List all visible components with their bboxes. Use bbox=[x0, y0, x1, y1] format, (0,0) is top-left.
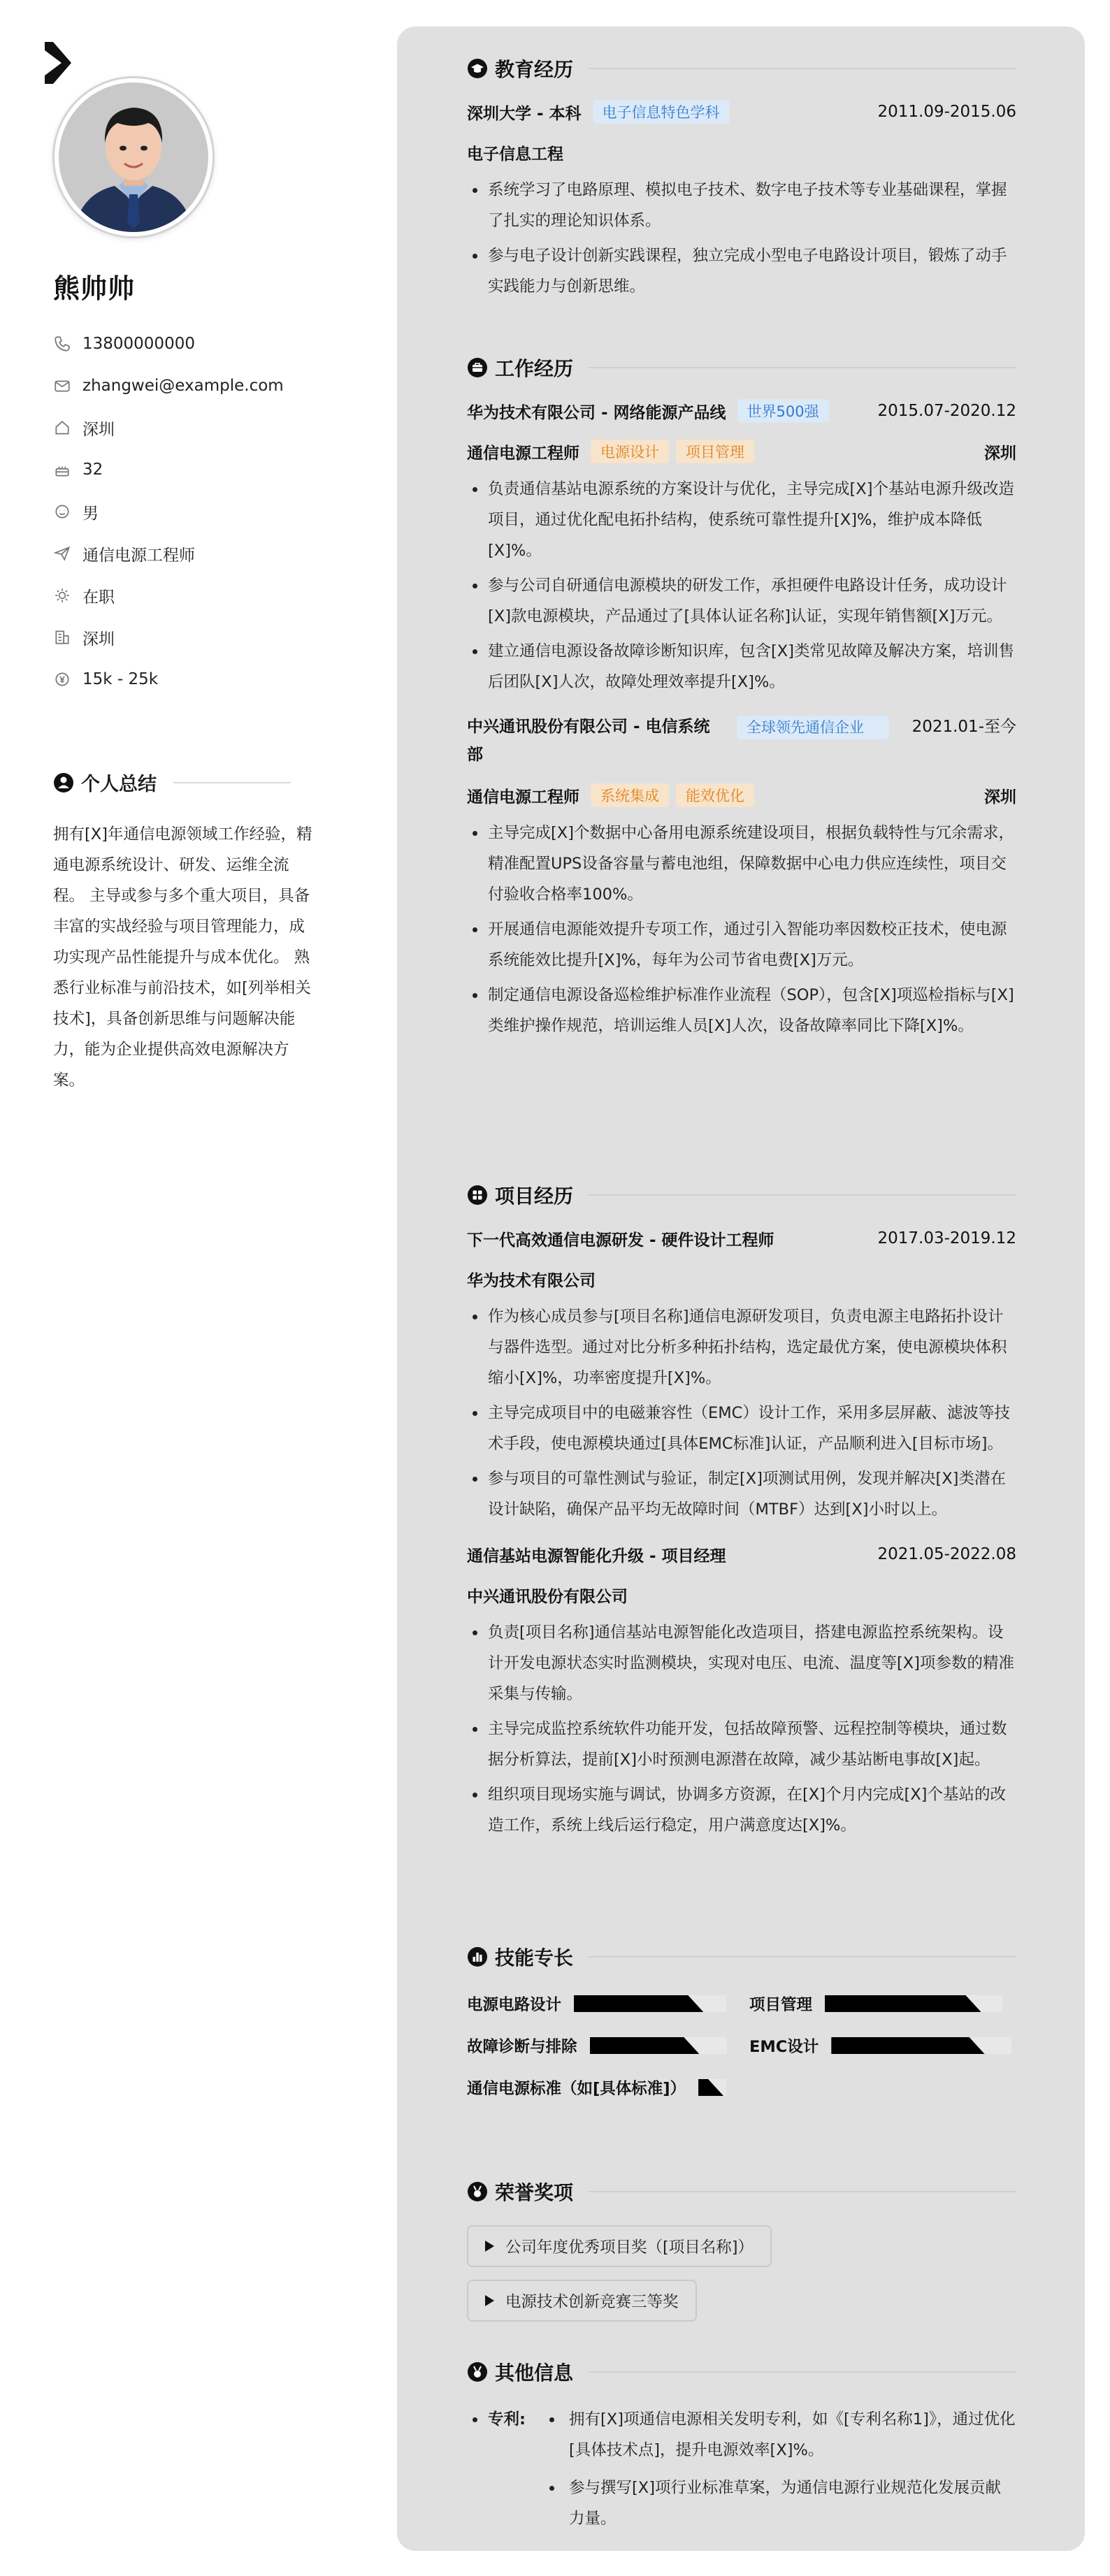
education-heading bbox=[467, 55, 1016, 82]
education-section bbox=[467, 55, 1016, 306]
user-circle-icon bbox=[53, 772, 74, 793]
profile-name: 熊帅帅 bbox=[53, 273, 136, 304]
school-name: 深圳大学 - 本科 bbox=[467, 104, 582, 123]
skill-name: EMC设计 bbox=[749, 2038, 819, 2056]
list-item: 参与撰写[X]项行业标准草案，为通信电源行业规范化发展贡献力量。 bbox=[544, 2473, 1016, 2534]
bar-chart-icon bbox=[467, 1946, 488, 1967]
work-heading bbox=[467, 354, 1016, 382]
skill-item bbox=[749, 2034, 1016, 2057]
avatar bbox=[55, 78, 212, 236]
project-bullets bbox=[467, 1617, 1016, 1841]
list-item: 参与电子设计创新实践课程，独立完成小型电子电路设计项目，锻炼了动手实践能力与创新思维。 bbox=[467, 240, 1016, 302]
contact-status bbox=[53, 574, 284, 616]
left-column bbox=[0, 0, 391, 2576]
gender-icon bbox=[53, 502, 71, 521]
medal-icon bbox=[467, 2181, 488, 2202]
summary-divider bbox=[173, 782, 291, 783]
project-name: 通信基站电源智能化升级 - 项目经理 bbox=[467, 1547, 726, 1565]
education-tag: 电子信息特色学科 bbox=[593, 100, 730, 124]
work-entry-zte bbox=[467, 713, 1016, 1041]
award-label: 电源技术创新竞赛三等奖 bbox=[505, 2293, 679, 2311]
other-title: 其他信息 bbox=[495, 2361, 574, 2385]
summary-text: 拥有[X]年通信电源领域工作经验，精通电源系统设计、研发、运维全流程。 主导或参与多个重大项目，具备丰富的实战经验与项目管理能力，成功实现产品性能提升与成本优化。 熟悉行业标准与前沿技术，如[列举相关技术]，具备创新思维与问题解决能力，能为企业提供高效电源解决方案。 bbox=[53, 825, 312, 1090]
contact-age-value: 32 bbox=[82, 461, 103, 479]
skill-bar bbox=[825, 1995, 1002, 2012]
triangle-icon bbox=[485, 2295, 494, 2306]
list-item: 系统学习了电路原理、模拟电子技术、数字电子技术等专业基础课程，掌握了扎实的理论知识体系。 bbox=[467, 175, 1016, 236]
list-item: 开展通信电源能效提升专项工作，通过引入智能功率因数校正技术，使电源系统能效比提升[X]%，每年为公司节省电费[X]万元。 bbox=[467, 914, 1016, 976]
skill-item bbox=[467, 2076, 1016, 2099]
list-item: 参与项目的可靠性测试与验证，制定[X]项测试用例，发现并解决[X]类潜在设计缺陷，确保产品平均无故障时间（MTBF）达到[X]小时以上。 bbox=[467, 1463, 1016, 1525]
company-name: 华为技术有限公司 - 网络能源产品线 bbox=[467, 403, 726, 422]
education-divider bbox=[589, 68, 1016, 69]
education-bullets bbox=[467, 175, 1016, 302]
skills-title: 技能专长 bbox=[495, 1946, 574, 1969]
contact-gender bbox=[53, 491, 284, 533]
projects-title: 项目经历 bbox=[495, 1185, 574, 1208]
contact-location-value: 深圳 bbox=[82, 630, 115, 649]
patent-key: 专利: bbox=[467, 2404, 544, 2541]
awards-divider bbox=[589, 2191, 1016, 2192]
skill-name: 项目管理 bbox=[749, 1996, 813, 2014]
project-entry bbox=[467, 1224, 1016, 1525]
list-item: 负责通信基站电源系统的方案设计与优化，主导完成[X]个基站电源升级改造项目，通过优化配电拓扑结构，使系统可靠性提升[X]%，维护成本降低[X]%。 bbox=[467, 474, 1016, 566]
skill-item bbox=[467, 2034, 749, 2057]
skill-name: 通信电源标准（如[具体标准]） bbox=[467, 2080, 686, 2098]
contact-status-value: 在职 bbox=[82, 588, 115, 607]
mail-icon bbox=[53, 377, 71, 395]
role-tag: 系统集成 bbox=[591, 783, 669, 807]
contact-email bbox=[53, 365, 284, 407]
project-company-row bbox=[467, 1265, 1016, 1293]
education-entry bbox=[467, 98, 1016, 302]
phone-icon bbox=[53, 335, 71, 353]
company-tag: 世界500强 bbox=[737, 399, 829, 423]
skill-bar bbox=[698, 2079, 726, 2096]
skill-bar bbox=[590, 2037, 727, 2054]
list-item: 主导完成监控系统软件功能开发，包括故障预警、远程控制等模块，通过数据分析算法，提前[X]小时预测电源潜在故障，减少基站断电事故[X]起。 bbox=[467, 1714, 1016, 1775]
projects-heading bbox=[467, 1181, 1016, 1209]
work-header-row bbox=[467, 713, 1016, 769]
major-label: 电子信息工程 bbox=[467, 145, 563, 164]
contact-email-value: zhangwei@example.com bbox=[82, 377, 284, 395]
contact-home bbox=[53, 407, 284, 449]
project-company-row bbox=[467, 1581, 1016, 1609]
list-item: 主导完成[X]个数据中心备用电源系统建设项目，根据负载特性与冗余需求，精准配置UPS设备容量与蓄电池组，保障数据中心电力供应连续性，项目交付验收合格率100%。 bbox=[467, 818, 1016, 910]
list-item: 拥有[X]项通信电源相关发明专利，如《[专利名称1]》，通过优化[具体技术点]，提升电源效率[X]%。 bbox=[544, 2404, 1016, 2466]
list-item: 建立通信电源设备故障诊断知识库，包含[X]类常见故障及解决方案，培训售后团队[X]人次，故障处理效率提升[X]%。 bbox=[467, 636, 1016, 697]
other-content bbox=[467, 2404, 1016, 2541]
role-name: 通信电源工程师 bbox=[467, 444, 579, 463]
work-location: 深圳 bbox=[984, 444, 1016, 463]
major-name bbox=[467, 138, 1016, 166]
contact-location bbox=[53, 616, 284, 658]
contact-salary bbox=[53, 658, 284, 700]
skills-section bbox=[467, 1943, 1016, 2099]
project-entry bbox=[467, 1540, 1016, 1841]
other-heading bbox=[467, 2358, 1016, 2386]
award-item bbox=[467, 2280, 697, 2322]
skills-grid bbox=[467, 1992, 1016, 2099]
work-location: 深圳 bbox=[984, 788, 1016, 806]
list-item: 作为核心成员参与[项目名称]通信电源研发项目，负责电源主电路拓扑设计与器件选型。通过对比分析多种拓扑结构，选定最优方案，使电源模块体积缩小[X]%，功率密度提升[X]%。 bbox=[467, 1301, 1016, 1394]
list-item: 主导完成项目中的电磁兼容性（EMC）设计工作，采用多层屏蔽、滤波等技术手段，使电源模块通过[具体EMC标准]认证，产品顺利进入[目标市场]。 bbox=[467, 1398, 1016, 1459]
work-section bbox=[467, 354, 1016, 1045]
list-item: 制定通信电源设备巡检维护标准作业流程（SOP），包含[X]项巡检指标与[X]类维护操作规范，培训运维人员[X]人次，设备故障率同比下降[X]%。 bbox=[467, 980, 1016, 1041]
role-tag: 能效优化 bbox=[676, 783, 754, 807]
home-icon bbox=[53, 419, 71, 437]
work-entry-huawei bbox=[467, 397, 1016, 697]
contact-position bbox=[53, 533, 284, 574]
summary-heading bbox=[53, 769, 291, 796]
contact-gender-value: 男 bbox=[82, 504, 99, 523]
awards-section bbox=[467, 2178, 1016, 2322]
awards-list bbox=[467, 2213, 1016, 2322]
work-bullets bbox=[467, 818, 1016, 1041]
work-divider bbox=[589, 367, 1016, 368]
award-label: 公司年度优秀项目奖（[项目名称]） bbox=[505, 2238, 754, 2257]
education-header-row bbox=[467, 98, 1016, 126]
project-date: 2021.05-2022.08 bbox=[877, 1545, 1016, 1563]
skill-item bbox=[467, 1992, 749, 2016]
role-tag: 电源设计 bbox=[591, 440, 669, 463]
awards-heading bbox=[467, 2178, 1016, 2206]
list-item: 负责[项目名称]通信基站电源智能化改造项目，搭建电源监控系统架构。设计开发电源状态实时监测模块，实现对电压、电流、温度等[X]项参数的精准采集与传输。 bbox=[467, 1617, 1016, 1709]
work-date: 2021.01-至今 bbox=[911, 718, 1016, 736]
skills-heading bbox=[467, 1943, 1016, 1971]
project-company: 中兴通讯股份有限公司 bbox=[467, 1587, 628, 1606]
projects-section bbox=[467, 1181, 1016, 1845]
contact-home-value: 深圳 bbox=[82, 420, 115, 439]
other-divider bbox=[589, 2371, 1016, 2373]
contact-list bbox=[53, 323, 284, 700]
work-header-row bbox=[467, 397, 1016, 425]
work-bullets bbox=[467, 474, 1016, 697]
status-icon bbox=[53, 586, 71, 605]
skill-name: 故障诊断与排除 bbox=[467, 2038, 577, 2056]
list-item: 参与公司自研通信电源模块的研发工作，承担硬件电路设计任务，成功设计[X]款电源模块，产品通过了[具体认证名称]认证，实现年销售额[X]万元。 bbox=[467, 570, 1016, 632]
logo-chevron-icon bbox=[43, 41, 74, 85]
project-company: 华为技术有限公司 bbox=[467, 1271, 596, 1290]
skill-bar bbox=[574, 1995, 726, 2012]
project-date: 2017.03-2019.12 bbox=[877, 1229, 1016, 1247]
award-item bbox=[467, 2225, 772, 2267]
triangle-icon bbox=[485, 2241, 494, 2252]
company-name: 中兴通讯股份有限公司 - 电信系统部 bbox=[467, 718, 710, 764]
patent-list bbox=[544, 2404, 1016, 2541]
contact-phone-value: 13800000000 bbox=[82, 335, 195, 353]
skills-divider bbox=[589, 1956, 1016, 1958]
project-header-row bbox=[467, 1224, 1016, 1252]
skill-name: 电源电路设计 bbox=[467, 1996, 562, 2014]
role-row bbox=[467, 437, 1016, 465]
building-icon bbox=[53, 628, 71, 646]
awards-title: 荣誉奖项 bbox=[495, 2181, 574, 2204]
education-date: 2011.09-2015.06 bbox=[877, 103, 1016, 121]
projects-divider bbox=[589, 1194, 1016, 1196]
info-award-icon bbox=[467, 2361, 488, 2382]
skill-bar bbox=[831, 2037, 1011, 2054]
role-row bbox=[467, 781, 1016, 809]
other-section bbox=[467, 2358, 1016, 2541]
salary-icon bbox=[53, 670, 71, 688]
work-title: 工作经历 bbox=[495, 357, 574, 380]
contact-salary-value: 15k - 25k bbox=[82, 670, 159, 688]
send-icon bbox=[53, 544, 71, 563]
contact-phone bbox=[53, 323, 284, 365]
project-name: 下一代高效通信电源研发 - 硬件设计工程师 bbox=[467, 1231, 774, 1250]
project-bullets bbox=[467, 1301, 1016, 1525]
list-item: 组织项目现场实施与调试，协调多方资源，在[X]个月内完成[X]个基站的改造工作，系统上线后运行稳定，用户满意度达[X]%。 bbox=[467, 1779, 1016, 1841]
education-title: 教育经历 bbox=[495, 58, 574, 81]
summary-title: 个人总结 bbox=[81, 774, 157, 795]
project-header-row bbox=[467, 1540, 1016, 1568]
role-tag: 项目管理 bbox=[676, 440, 754, 463]
content-panel bbox=[397, 27, 1085, 2551]
skill-item bbox=[749, 1992, 1016, 2016]
graduation-cap-icon bbox=[467, 58, 488, 79]
role-name: 通信电源工程师 bbox=[467, 788, 579, 806]
contact-age bbox=[53, 449, 284, 491]
work-date: 2015.07-2020.12 bbox=[877, 402, 1016, 420]
grid-icon bbox=[467, 1185, 488, 1206]
age-icon bbox=[53, 461, 71, 479]
patent-row bbox=[467, 2404, 1016, 2541]
briefcase-icon bbox=[467, 357, 488, 378]
contact-position-value: 通信电源工程师 bbox=[82, 546, 195, 565]
company-tag: 全球领先通信企业 bbox=[737, 716, 889, 739]
